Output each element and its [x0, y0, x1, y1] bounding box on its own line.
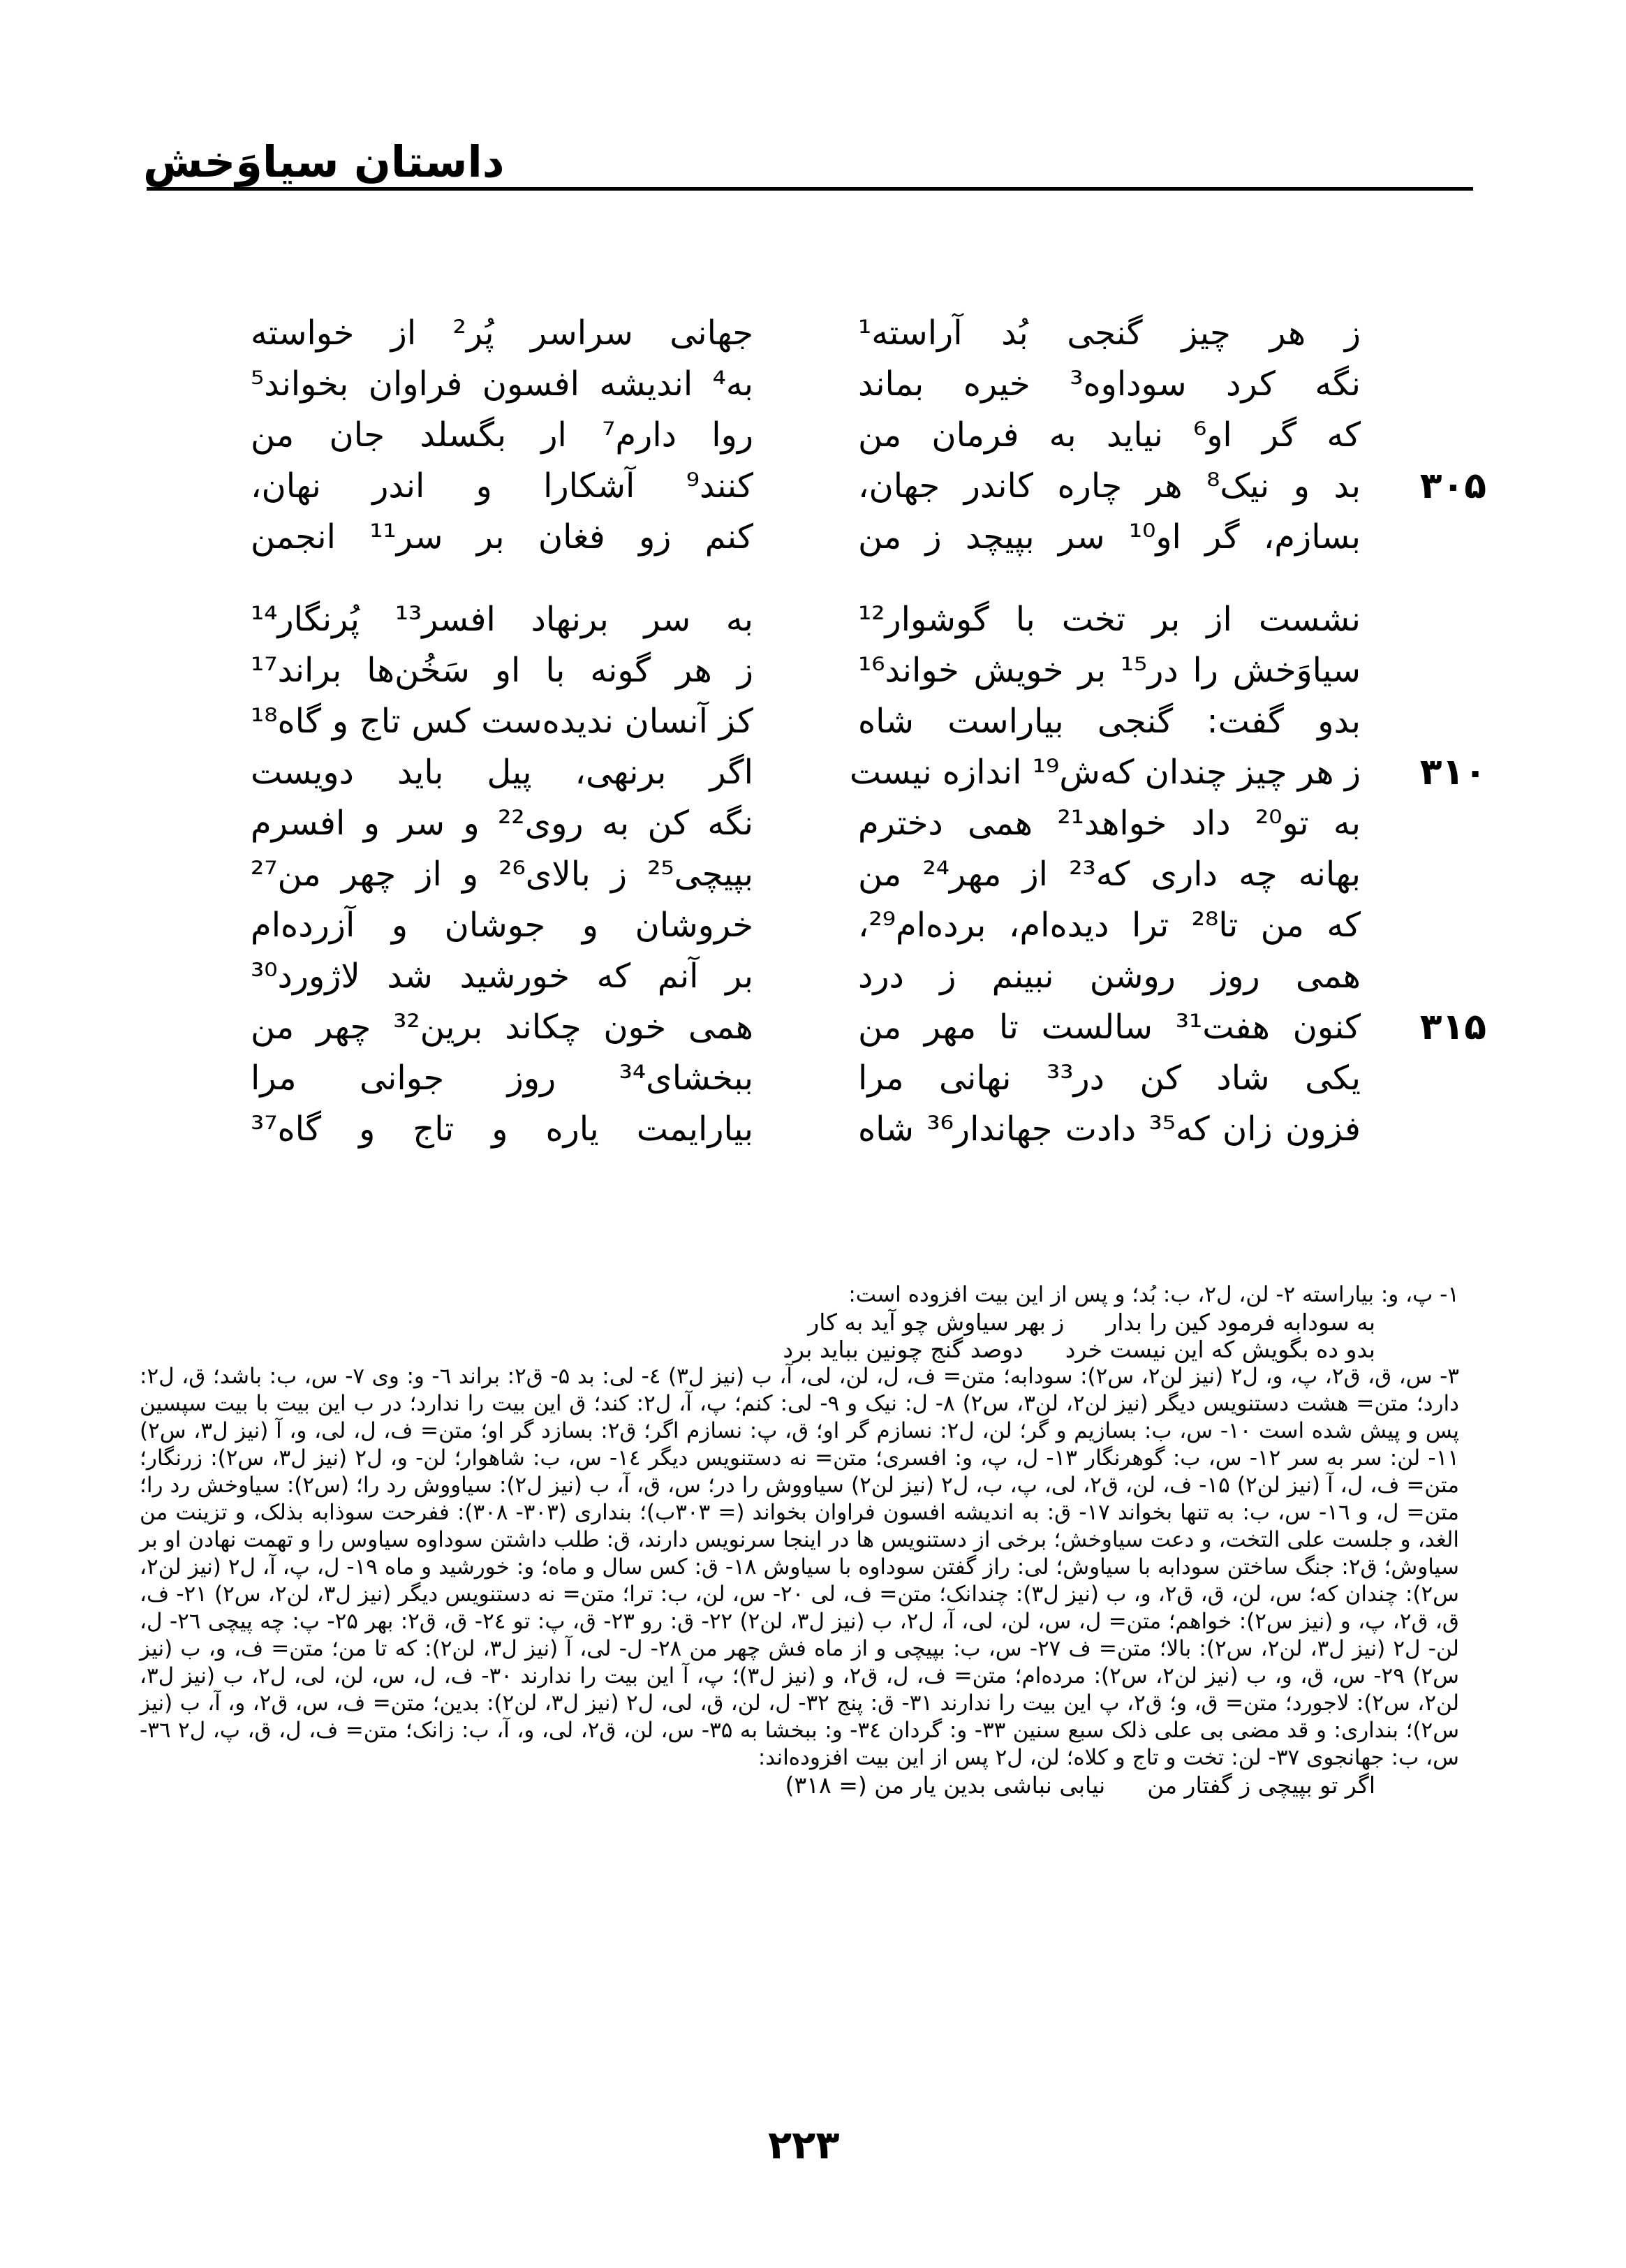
hemistich-second: ببخشای³⁴ روز جوانی مرا	[251, 1058, 753, 1098]
hemistich-second: به⁴ اندیشه افسون فراوان بخواند⁵	[251, 364, 753, 404]
hemistich-second: اگر برنهی، پیل باید دویست	[251, 752, 753, 792]
couplet	[216, 1052, 1361, 1103]
hemistich-first: یکی شاد کن در³³ نهانی مرا	[858, 1058, 1361, 1098]
hemistich-second: نیابی نباشی بدین یار من (= ۳۱۸)	[785, 1772, 1106, 1799]
hemistich-second: روا دارم⁷ ار بگسلد جان من	[251, 415, 753, 455]
hemistich-first: بسازم، گر او¹⁰ سر بپیچد ز من	[858, 517, 1361, 557]
couplet	[216, 1001, 1486, 1052]
hemistich-second: ز بهر سیاوش چو آید به کار	[808, 1309, 1065, 1336]
hemistich-second: بپیچی²⁵ ز بالای²⁶ و از چهر من²⁷	[251, 854, 753, 894]
couplet	[216, 460, 1486, 511]
verse-number: ۳۰۵	[1419, 464, 1486, 507]
hemistich-first: بدو گفت: گنجی بیاراست شاه	[858, 701, 1361, 741]
stanza-1	[216, 307, 1486, 562]
hemistich-first: فزون زان که³⁵ دادت جهاندار³⁶ شاه	[858, 1109, 1361, 1149]
couplet	[216, 1154, 1361, 1205]
hemistich-first: همی روز روشن نبینم ز درد	[858, 956, 1361, 996]
verse-number: ۳۱۵	[1419, 1006, 1486, 1048]
hemistich-second: دوصد گنج چونین بباید برد	[783, 1336, 1023, 1363]
hemistich-first: سیاوَخش را در¹⁵ بر خویش خواند¹⁶	[858, 650, 1361, 690]
hemistich-first: بهانه چه داری که²³ از مهر²⁴ من	[858, 854, 1361, 894]
hemistich-second: نگه کن به روی²² و سر و افسرم	[251, 803, 753, 843]
hemistich-second: کنم زو فغان بر سر¹¹ انجمن	[251, 517, 753, 557]
hemistich-second: همی خون چکاند برین³² چهر من	[251, 1007, 753, 1047]
couplet	[216, 511, 1361, 562]
hemistich-second: بر آنم که خورشید شد لاژورد³⁰	[251, 956, 753, 996]
couplet	[216, 307, 1361, 358]
hemistich-first: که گر او⁶ نیاید به فرمان من	[858, 415, 1361, 455]
hemistich-first: اگر تو بپیچی ز گفتار من	[1147, 1772, 1375, 1799]
hemistich-second: خروشان و جوشان و آزرده‌ام	[251, 905, 753, 945]
hemistich-first: بدو ده بگویش که این نیست خرد	[1065, 1336, 1375, 1363]
hemistich-first: نگه کرد سوداوه³ خیره بماند	[858, 364, 1361, 404]
footnote-body: ۳- س، ق، ق۲، پ، و، ل۲ (نیز لن۲، س۲): سودابه؛ متن= ف، ل، لن، لی، آ، ب (نیز ل۳) ٤- لی: بد ۵- ق۲: براند ٦- و: وی ۷- س، ب: باشد؛ ق، ل۲: دارد؛ متن= هشت دستنویس دیگر (نیز لن۲، لن۳، س۲) ۸- ل: نیک و ۹- لی: کنم؛ پ، آ، ل۲: کند؛ ق این بیت را ندارد؛ در ب این بیت با بیت سپسین پس و پیش شده است ۱۰- س، ب: بسازیم و گر؛ لن، ل۲: نسازم گر او؛ ق، پ: نسازم اگر؛ ق۲: بسازد گر او؛ متن= ف، ل، لی، و، آ (نیز ل۳، س۲) ۱۱- لن: سر به سر ۱۲- س، ب: گوهرنگار ۱۳- ل، پ، و: افسری؛ متن= نه دستنویس دیگر ۱٤- س، ب: شاهوار؛ لن- و، ل۲ (نیز ل۳، س۲): زرنگار؛ متن= ف، ل، آ (نیز لن۲) ۱۵- ف، لن، ق۲، لی، پ، ب، ل۲ (نیز لن۲) سیاووش را در؛ س، ق، آ، ب (نیز ل۲): سیاووش رد را؛ (س۲): سیاوخش رد را؛ متن= ل، و ۱٦- س، ب: به تنها بخواند ۱۷- ق: به اندیشه افسون فراوان بخواند (= ۳۰۳ب)؛ بنداری (۳۰۳- ۳۰۸): ففرحت سوذابه بذلک، و تزینت من الغد، و جلست علی التخت، و دعت سیاوخش؛ برخی از دستنویس ها در اینجا سرنویس دارند، ق: طلب داشتن سوداوه سیاوس را و تهمت نهادن او بر سیاوش؛ ق۲: جنگ ساختن سودابه با سیاوش؛ لی: راز گفتن سوداوه با سیاوش ۱۸- ق: کس سال و ماه؛ و: خورشید و ماه ۱۹- ل، پ، آ، ل۲ (نیز لن۲، س۲): چندان که؛ س، لن، ق، ق۲، و، ب (نیز ل۳): چندانک؛ متن= ف، لی ۲۰- س، لن، ب: ترا؛ متن= نه دستنویس دیگر (نیز ل۳، لن۲، س۲) ۲۱- ف، ق، ق۲، پ، و (نیز س۲): خواهم؛ متن= ل، س، لن، لی، آ، ل۲، ب (نیز ل۳، لن۲) ۲۲- ق: رو ۲۳- ق، پ: تو ۲٤- ق، ق۲: بهر ۲۵- پ: چه پیچی ۲٦- ل، لن- ل۲ (نیز ل۳، لن۲، س۲): بالا؛ متن= ف ۲۷- س، ب: بپیچی و از ماه فش چهر من ۲۸- ل- لی، آ (نیز ل۳، لن۲): که تا من؛ متن= ف، و، ب (نیز س۲) ۲۹- س، ق، و، ب (نیز لن۲، س۲): مرده‌ام؛ متن= ف، ل، ق۲، و (نیز ل۳)؛ پ، آ این بیت را ندارند ۳۰- ف، ل، س، لن، لی، ل۲، ب (نیز ل۳، لن۲، س۲): لاجورد؛ متن= ق، و؛ ق۲، پ این بیت را ندارند ۳۱- ق: پنج ۳۲- ل، لن، ق، لی، ل۲ (نیز ل۳، لن۲): بدین؛ متن= ف، س، ق۲، و، آ، ب (نیز س۲)؛ بنداری: و قد مضی بی علی ذلک سبع سنین ۳۳- و: گردان ۳٤- و: ببخشا به ۳۵- س، لن، ق۲، لی، و، آ، ب: زانک؛ متن= ف، ل، ق، پ، ل۲ ۳٦- س، ب: جهانجوی ۳۷- لن: تخت و تاج و کلاه؛ لن، ل۲ پس از این بیت افزوده‌اند:	[140, 1364, 1460, 1770]
hemistich-second: کز آنسان ندیده‌ست کس تاج و گاه¹⁸	[251, 701, 753, 741]
hemistich-second: کنند⁹ آشکارا و اندر نهان،	[251, 466, 753, 506]
stanza-2	[216, 594, 1486, 1205]
couplet	[216, 409, 1361, 460]
footnote-inserted-verse	[140, 1309, 1459, 1336]
footnote-lead: ۱- پ، و: بیاراسته ۲- لن، ل۲، ب: بُد؛ و پس از این بیت افزوده است:	[848, 1282, 1459, 1307]
couplet	[216, 950, 1361, 1001]
hemistich-second: ز هر گونه با او سَخُن‌ها براند¹⁷	[251, 650, 753, 690]
hemistich-second: بیارایمت یاره و تاج و گاه³⁷	[251, 1109, 753, 1149]
couplet	[216, 797, 1361, 848]
couplet	[216, 746, 1486, 797]
couplet	[216, 594, 1361, 645]
couplet	[216, 645, 1361, 695]
footnote-final-verse	[140, 1772, 1459, 1799]
hemistich-first: نشست از بر تخت با گوشوار¹²	[858, 599, 1361, 639]
footnotes	[140, 1281, 1459, 1799]
hemistich-first: به سودابه فرمود کین را بدار	[1106, 1309, 1375, 1336]
hemistich-first: ز هر چیز گنجی بُد آراسته¹	[858, 313, 1361, 353]
hemistich-second: به سر برنهاد افسر¹³ پُرنگار¹⁴	[251, 599, 753, 639]
hemistich-first: به تو²⁰ داد خواهد²¹ همی دخترم	[858, 803, 1361, 843]
couplet	[216, 695, 1361, 746]
couplet	[216, 848, 1361, 899]
hemistich-first: که من تا²⁸ ترا دیده‌ام، برده‌ام²⁹،	[858, 905, 1361, 945]
header-rule	[147, 187, 1473, 191]
hemistich-first: بد و نیک⁸ هر چاره کاندر جهان،	[858, 466, 1361, 506]
running-header: داستان سیاوَخش	[143, 136, 505, 187]
couplet	[216, 358, 1361, 409]
page-number: ۲۲۳	[768, 2123, 840, 2168]
couplet	[216, 1103, 1361, 1154]
verse-number: ۳۱۰	[1419, 751, 1486, 793]
hemistich-first: ز هر چیز چندان که‌ش¹⁹ اندازه نیست	[849, 752, 1361, 792]
footnote-inserted-verse	[140, 1336, 1459, 1363]
hemistich-second: جهانی سراسر پُر² از خواسته	[251, 313, 753, 353]
hemistich-first: کنون هفت³¹ سالست تا مهر من	[858, 1007, 1361, 1047]
couplet	[216, 899, 1361, 950]
